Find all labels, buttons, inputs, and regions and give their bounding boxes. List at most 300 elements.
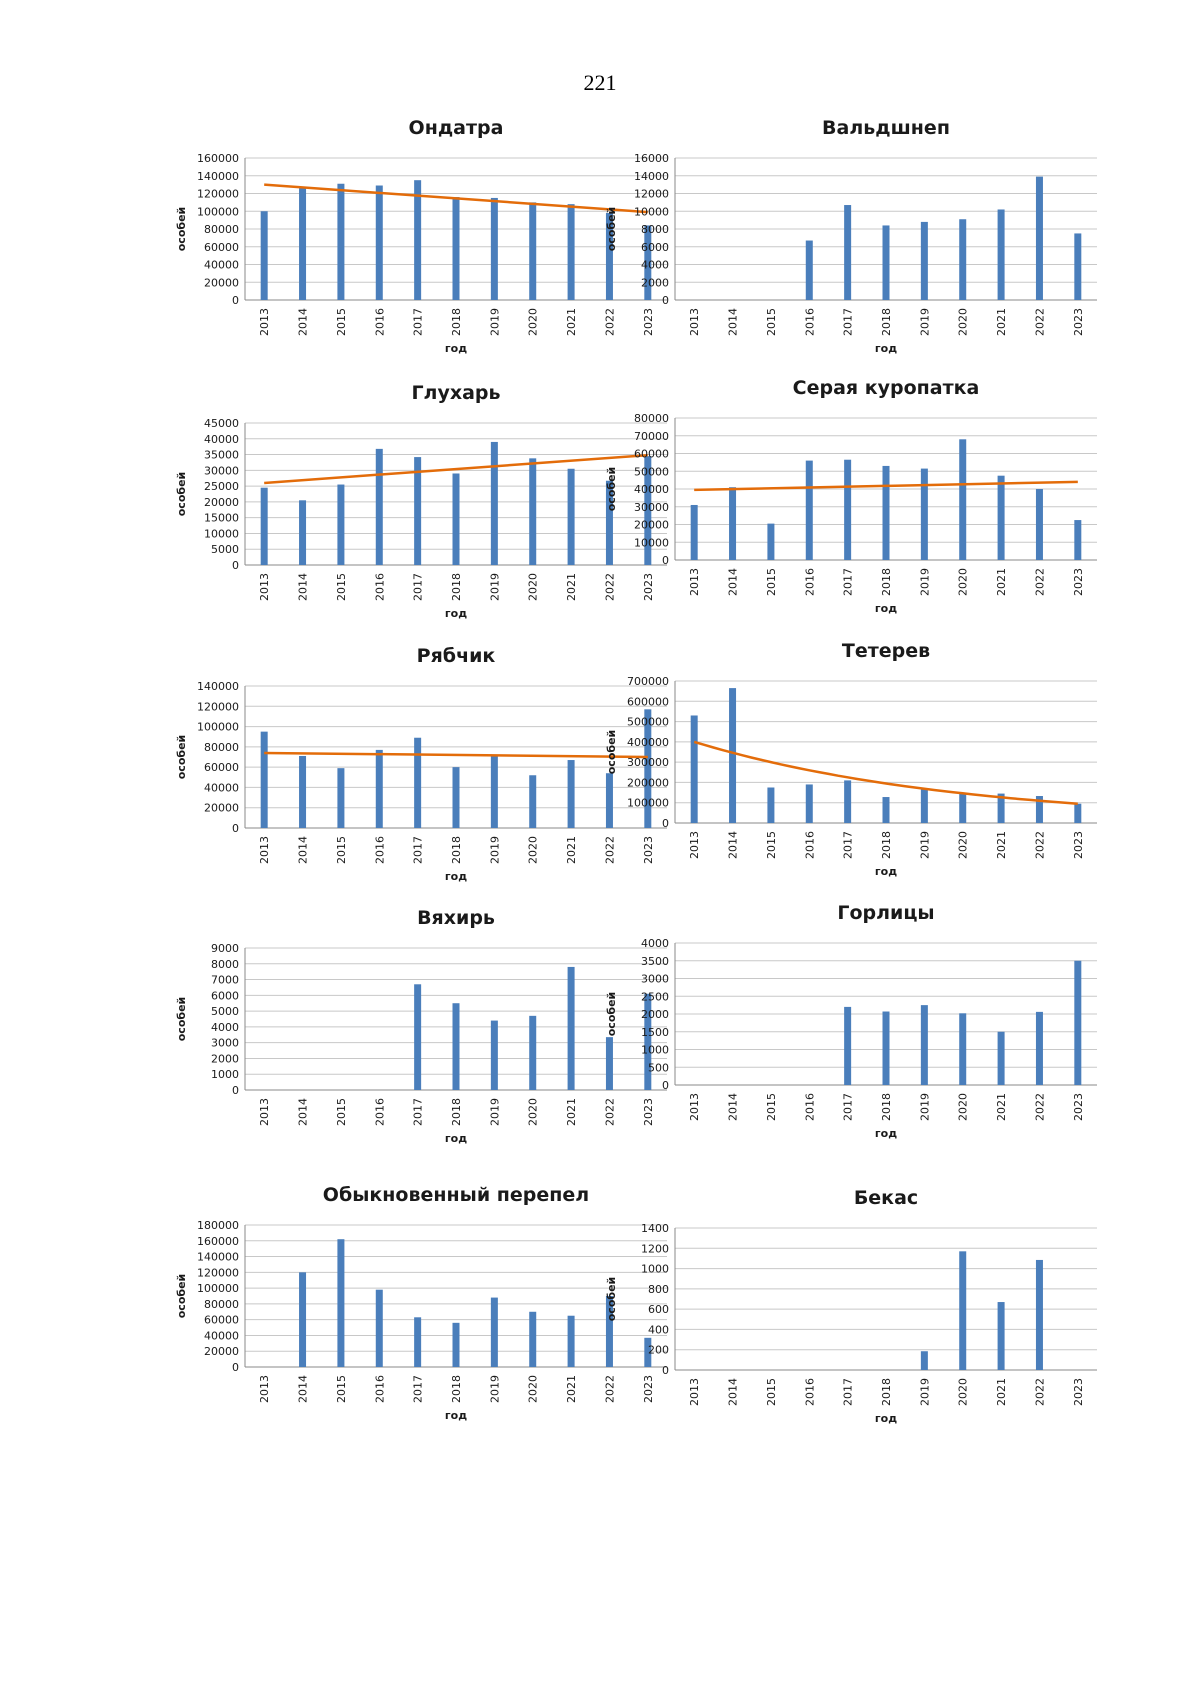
page-number: 221 [583,70,617,95]
gluhar-ytick: 0 [232,559,239,572]
teterev-xtick: 2018 [880,831,893,859]
teterev-ylabel: особей [605,729,618,775]
ryabchik-xtick: 2019 [488,836,502,864]
ryabchik-xtick: 2023 [641,836,655,864]
gorlitsy-bar-2022 [1036,1012,1043,1085]
perepel-ytick: 100000 [197,1282,239,1296]
seraya-kuropatka-xtick: 2014 [726,568,740,596]
teterev-ytick: 200000 [627,776,669,790]
vyahir-ytick: 2000 [211,1052,239,1066]
valdshnep-ytick: 8000 [641,223,669,236]
vyahir-bar-2020 [529,1016,536,1090]
valdshnep-bar-2022 [1036,177,1043,300]
vyahir-ytick: 1000 [211,1068,239,1082]
gluhar-title: Глухарь [411,382,501,404]
gluhar-xtick: 2021 [565,573,579,601]
gorlitsy-ylabel: особей [605,991,618,1037]
valdshnep-xtick: 2019 [918,308,932,336]
teterev-bar-2023 [1074,804,1081,823]
ryabchik-xtick: 2022 [603,836,617,864]
valdshnep-title: Вальдшнеп [822,117,950,139]
gluhar-bar-2020 [529,458,536,565]
perepel-xtick: 2021 [565,1375,579,1403]
seraya-kuropatka-ytick: 80000 [634,412,669,425]
ondatra-ytick: 140000 [197,169,239,183]
vyahir-bar-2017 [414,984,421,1090]
vyahir-xtick: 2015 [334,1098,348,1126]
ondatra-ylabel: особей [175,206,188,252]
gluhar-ytick: 5000 [211,543,239,557]
valdshnep-xtick: 2021 [995,308,1009,336]
perepel-xtick: 2017 [411,1375,425,1403]
gluhar-bar-2019 [491,442,498,565]
teterev-bar-2015 [767,788,774,824]
vyahir-xtick: 2022 [603,1098,617,1126]
gluhar-ytick: 15000 [204,511,239,525]
vyahir-bar-2018 [453,1003,460,1090]
teterev-xlabel: год [874,865,898,878]
ryabchik-xtick: 2015 [334,836,348,864]
teterev-ytick: 600000 [627,695,669,709]
gluhar-xtick: 2015 [334,573,348,601]
perepel-bar-2016 [376,1290,383,1367]
ryabchik-xtick: 2016 [373,836,387,864]
seraya-kuropatka-xtick: 2017 [841,568,855,596]
gorlitsy-bar-2020 [959,1013,966,1085]
bekas-ylabel: особей [605,1276,618,1322]
ryabchik-ytick: 60000 [204,761,239,775]
gorlitsy-xtick: 2014 [726,1093,740,1121]
teterev-ytick: 700000 [627,675,669,688]
bekas-xtick: 2013 [688,1378,702,1406]
valdshnep-xtick: 2017 [841,308,855,336]
bekas-bar-2019 [921,1351,928,1370]
ryabchik-ytick: 140000 [197,680,239,693]
ryabchik-xtick: 2018 [450,836,463,864]
perepel-bar-2019 [491,1298,498,1367]
seraya-kuropatka-ytick: 40000 [634,483,669,496]
ondatra-bar-2020 [529,202,536,300]
seraya-kuropatka-title: Серая куропатка [792,377,980,399]
perepel-bar-2020 [529,1312,536,1367]
perepel-bar-2018 [453,1323,460,1367]
teterev-xtick: 2015 [764,831,778,859]
vyahir-bar-2019 [491,1021,498,1090]
gorlitsy-bar-2023 [1074,961,1081,1085]
ondatra-bar-2016 [376,186,383,300]
perepel-xtick: 2018 [450,1375,463,1403]
seraya-kuropatka-bar-2013 [691,505,698,560]
gorlitsy-bar-2021 [998,1032,1005,1085]
chart-seraya-kuropatka [590,370,1110,650]
teterev-xtick: 2023 [1071,831,1085,859]
gorlitsy-xtick: 2013 [688,1093,702,1121]
seraya-kuropatka-ytick: 50000 [634,465,669,479]
bekas-ytick: 1400 [641,1222,669,1235]
seraya-kuropatka-bar-2015 [767,524,774,560]
bekas-ytick: 600 [648,1303,669,1317]
bekas-xtick: 2016 [803,1378,817,1406]
ondatra-ytick: 40000 [204,258,239,272]
teterev-xtick: 2019 [918,831,932,859]
teterev-xtick: 2021 [995,831,1009,859]
seraya-kuropatka-bar-2022 [1036,489,1043,560]
ryabchik-xtick: 2013 [258,836,272,864]
perepel-bar-2021 [568,1316,575,1367]
gluhar-xtick: 2017 [411,573,425,601]
perepel-xtick: 2020 [526,1375,540,1403]
bekas-ytick: 0 [662,1364,669,1377]
gluhar-xtick: 2022 [603,573,617,601]
perepel-ytick: 80000 [204,1297,239,1311]
vyahir-ylabel: особей [175,996,188,1042]
bekas-xtick: 2021 [995,1378,1009,1406]
teterev-bar-2019 [921,789,928,823]
gorlitsy-bar-2019 [921,1005,928,1085]
ryabchik-ytick: 40000 [204,781,239,795]
chart-teterev [590,633,1110,913]
gluhar-ytick: 40000 [204,432,239,446]
teterev-xtick: 2020 [956,831,970,859]
gorlitsy-ytick: 500 [648,1061,669,1075]
ondatra-xtick: 2018 [450,308,463,336]
seraya-kuropatka-bar-2018 [883,466,890,560]
gluhar-bar-2013 [261,488,268,565]
bekas-ytick: 1200 [641,1242,669,1256]
seraya-kuropatka-bar-2021 [998,476,1005,560]
gorlitsy-ytick: 0 [662,1079,669,1092]
ondatra-ytick: 100000 [197,205,239,219]
gorlitsy-xtick: 2022 [1033,1093,1047,1121]
valdshnep-ylabel: особей [605,206,618,252]
ondatra-bar-2018 [453,197,460,300]
ondatra-xtick: 2017 [411,308,425,336]
valdshnep-ytick: 14000 [634,169,669,183]
ryabchik-ytick: 20000 [204,801,239,815]
gorlitsy-xlabel: год [874,1127,898,1140]
ryabchik-bar-2015 [337,768,344,828]
ondatra-xlabel: год [444,342,468,355]
ondatra-xtick: 2020 [526,308,540,336]
vyahir-ytick: 0 [232,1084,239,1097]
ryabchik-xtick: 2021 [565,836,579,864]
ryabchik-ylabel: особей [175,734,188,780]
ondatra-bar-2021 [568,204,575,300]
teterev-xtick: 2022 [1033,831,1047,859]
valdshnep-bar-2023 [1074,233,1081,300]
ryabchik-ytick: 100000 [197,720,239,734]
teterev-xtick: 2013 [688,831,702,859]
teterev-trendline [694,742,1078,804]
valdshnep-ytick: 4000 [641,258,669,272]
perepel-title: Обыкновенный перепел [322,1184,590,1206]
valdshnep-ytick: 0 [662,294,669,307]
bekas-bar-2021 [998,1302,1005,1370]
ryabchik-bar-2013 [261,732,268,828]
ryabchik-xtick: 2017 [411,836,425,864]
perepel-ylabel: особей [175,1273,188,1319]
seraya-kuropatka-bar-2023 [1074,520,1081,560]
gluhar-ytick: 45000 [204,417,239,430]
teterev-xtick: 2014 [726,831,740,859]
seraya-kuropatka-ytick: 30000 [634,500,669,514]
bekas-xtick: 2019 [918,1378,932,1406]
ondatra-xtick: 2019 [488,308,502,336]
ryabchik-bar-2018 [453,767,460,828]
perepel-ytick: 120000 [197,1266,239,1280]
ondatra-bar-2015 [337,184,344,300]
valdshnep-xtick: 2015 [764,308,778,336]
seraya-kuropatka-bar-2020 [959,439,966,560]
bekas-ytick: 800 [648,1282,669,1296]
gluhar-xtick: 2019 [488,573,502,601]
valdshnep-ytick: 10000 [634,205,669,219]
teterev-bar-2014 [729,688,736,823]
perepel-ytick: 60000 [204,1313,239,1327]
ryabchik-bar-2016 [376,750,383,828]
ryabchik-bar-2014 [299,756,306,828]
gorlitsy-ytick: 1000 [641,1043,669,1057]
gorlitsy-xtick: 2016 [803,1093,817,1121]
ondatra-bar-2014 [299,188,306,300]
ryabchik-ytick: 80000 [204,740,239,754]
valdshnep-xtick: 2013 [688,308,702,336]
gorlitsy-ytick: 3000 [641,972,669,986]
gorlitsy-bar-2017 [844,1007,851,1085]
gluhar-xtick: 2014 [296,573,310,601]
ondatra-xtick: 2013 [258,308,272,336]
bekas-svg [590,1180,1110,1460]
teterev-bar-2013 [691,715,698,823]
ondatra-ytick: 120000 [197,187,239,201]
gluhar-xtick: 2018 [450,573,463,601]
seraya-kuropatka-xtick: 2015 [764,568,778,596]
gorlitsy-bar-2018 [883,1012,890,1085]
seraya-kuropatka-ytick: 0 [662,554,669,567]
teterev-title: Тетерев [841,640,931,662]
valdshnep-bar-2016 [806,241,813,300]
vyahir-ytick: 9000 [211,942,239,955]
valdshnep-bar-2020 [959,219,966,300]
vyahir-xtick: 2021 [565,1098,579,1126]
bekas-xtick: 2022 [1033,1378,1047,1406]
vyahir-xtick: 2014 [296,1098,310,1126]
bekas-xtick: 2018 [880,1378,893,1406]
valdshnep-ytick: 16000 [634,152,669,165]
seraya-kuropatka-xtick: 2016 [803,568,817,596]
chart-valdshnep [590,110,1110,390]
seraya-kuropatka-xtick: 2022 [1033,568,1047,596]
ondatra-xtick: 2021 [565,308,579,336]
gluhar-ytick: 35000 [204,448,239,462]
valdshnep-bar-2018 [883,225,890,300]
bekas-bar-2022 [1036,1260,1043,1370]
gorlitsy-xtick: 2015 [764,1093,778,1121]
vyahir-ytick: 8000 [211,957,239,971]
perepel-xtick: 2022 [603,1375,617,1403]
teterev-ytick: 400000 [627,735,669,749]
gorlitsy-xtick: 2017 [841,1093,855,1121]
perepel-ytick: 180000 [197,1219,239,1232]
gluhar-ylabel: особей [175,471,188,517]
ryabchik-xtick: 2020 [526,836,540,864]
vyahir-xlabel: год [444,1132,468,1145]
ondatra-xtick: 2023 [641,308,655,336]
bekas-xtick: 2015 [764,1378,778,1406]
teterev-ytick: 100000 [627,796,669,810]
perepel-xtick: 2016 [373,1375,387,1403]
perepel-bar-2017 [414,1317,421,1367]
vyahir-xtick: 2017 [411,1098,425,1126]
ryabchik-xlabel: год [444,870,468,883]
perepel-ytick: 140000 [197,1250,239,1264]
gluhar-ytick: 25000 [204,480,239,494]
gorlitsy-xtick: 2020 [956,1093,970,1121]
ondatra-ytick: 160000 [197,152,239,165]
perepel-ytick: 40000 [204,1329,239,1343]
ondatra-bar-2013 [261,211,268,300]
bekas-xtick: 2014 [726,1378,740,1406]
seraya-kuropatka-bar-2019 [921,469,928,560]
ryabchik-title: Рябчик [416,645,496,667]
vyahir-title: Вяхирь [417,907,495,929]
bekas-xtick: 2023 [1071,1378,1085,1406]
perepel-ytick: 20000 [204,1345,239,1359]
ondatra-bar-2019 [491,198,498,300]
ondatra-xtick: 2014 [296,308,310,336]
ondatra-ytick: 60000 [204,240,239,254]
ryabchik-ytick: 120000 [197,700,239,714]
gorlitsy-ytick: 3500 [641,954,669,968]
bekas-ytick: 200 [648,1343,669,1357]
ondatra-xtick: 2016 [373,308,387,336]
valdshnep-xtick: 2016 [803,308,817,336]
teterev-ytick: 0 [662,817,669,830]
ryabchik-bar-2017 [414,738,421,828]
bekas-ytick: 400 [648,1323,669,1337]
teterev-bar-2016 [806,784,813,823]
gluhar-bar-2016 [376,449,383,565]
teterev-svg [590,633,1110,913]
seraya-kuropatka-xtick: 2020 [956,568,970,596]
ryabchik-bar-2019 [491,755,498,828]
vyahir-bar-2021 [568,967,575,1090]
seraya-kuropatka-ytick: 20000 [634,518,669,532]
gorlitsy-xtick: 2023 [1071,1093,1085,1121]
gluhar-ytick: 30000 [204,464,239,478]
vyahir-ytick: 3000 [211,1036,239,1050]
gluhar-xtick: 2013 [258,573,272,601]
gorlitsy-title: Горлицы [837,902,935,924]
ondatra-bar-2017 [414,180,421,300]
gorlitsy-xtick: 2018 [880,1093,893,1121]
vyahir-xtick: 2018 [450,1098,463,1126]
teterev-xtick: 2016 [803,831,817,859]
vyahir-xtick: 2013 [258,1098,272,1126]
gorlitsy-ytick: 2500 [641,990,669,1004]
gluhar-bar-2015 [337,485,344,565]
ryabchik-bar-2021 [568,760,575,828]
bekas-title: Бекас [853,1187,919,1209]
valdshnep-svg [590,110,1110,390]
valdshnep-xtick: 2014 [726,308,740,336]
bekas-ytick: 1000 [641,1262,669,1276]
gluhar-bar-2021 [568,469,575,565]
perepel-xlabel: год [444,1409,468,1422]
teterev-ytick: 500000 [627,715,669,729]
teterev-bar-2018 [883,797,890,823]
bekas-bar-2020 [959,1251,966,1370]
seraya-kuropatka-xtick: 2023 [1071,568,1085,596]
vyahir-xtick: 2020 [526,1098,540,1126]
perepel-xtick: 2014 [296,1375,310,1403]
teterev-bar-2017 [844,780,851,823]
seraya-kuropatka-ylabel: особей [605,466,618,512]
seraya-kuropatka-bar-2017 [844,460,851,560]
ondatra-xtick: 2022 [603,308,617,336]
seraya-kuropatka-xtick: 2019 [918,568,932,596]
gorlitsy-ytick: 1500 [641,1025,669,1039]
gluhar-xtick: 2016 [373,573,387,601]
valdshnep-ytick: 12000 [634,187,669,201]
seraya-kuropatka-bar-2014 [729,487,736,560]
ondatra-ytick: 0 [232,294,239,307]
gluhar-ytick: 10000 [204,527,239,541]
ryabchik-bar-2020 [529,775,536,828]
valdshnep-xlabel: год [874,342,898,355]
vyahir-xtick: 2019 [488,1098,502,1126]
valdshnep-bar-2021 [998,209,1005,300]
gorlitsy-svg [590,895,1110,1175]
vyahir-ytick: 5000 [211,1005,239,1019]
gluhar-ytick: 20000 [204,495,239,509]
valdshnep-ytick: 6000 [641,240,669,254]
seraya-kuropatka-svg [590,370,1110,650]
chart-gorlitsy [590,895,1110,1175]
gorlitsy-xtick: 2019 [918,1093,932,1121]
seraya-kuropatka-ytick: 60000 [634,447,669,461]
gluhar-bar-2018 [453,473,460,565]
gluhar-bar-2014 [299,500,306,565]
bekas-xlabel: год [874,1412,898,1425]
gluhar-xtick: 2020 [526,573,540,601]
seraya-kuropatka-xtick: 2021 [995,568,1009,596]
vyahir-xtick: 2016 [373,1098,387,1126]
perepel-ytick: 0 [232,1361,239,1374]
valdshnep-xtick: 2023 [1071,308,1085,336]
vyahir-ytick: 7000 [211,973,239,987]
bekas-xtick: 2020 [956,1378,970,1406]
teterev-bar-2020 [959,793,966,823]
teterev-ytick: 300000 [627,756,669,770]
perepel-xtick: 2023 [641,1375,655,1403]
ondatra-xtick: 2015 [334,308,348,336]
ryabchik-xtick: 2014 [296,836,310,864]
valdshnep-bar-2019 [921,222,928,300]
seraya-kuropatka-bar-2016 [806,461,813,560]
ondatra-title: Ондатра [408,117,504,139]
seraya-kuropatka-ytick: 10000 [634,536,669,550]
seraya-kuropatka-ytick: 70000 [634,429,669,443]
valdshnep-ytick: 2000 [641,276,669,290]
seraya-kuropatka-xtick: 2018 [880,568,893,596]
ondatra-ytick: 80000 [204,223,239,236]
gorlitsy-ytick: 4000 [641,937,669,950]
vyahir-ytick: 4000 [211,1020,239,1034]
valdshnep-xtick: 2018 [880,308,893,336]
perepel-bar-2015 [337,1239,344,1367]
gorlitsy-ytick: 2000 [641,1008,669,1021]
